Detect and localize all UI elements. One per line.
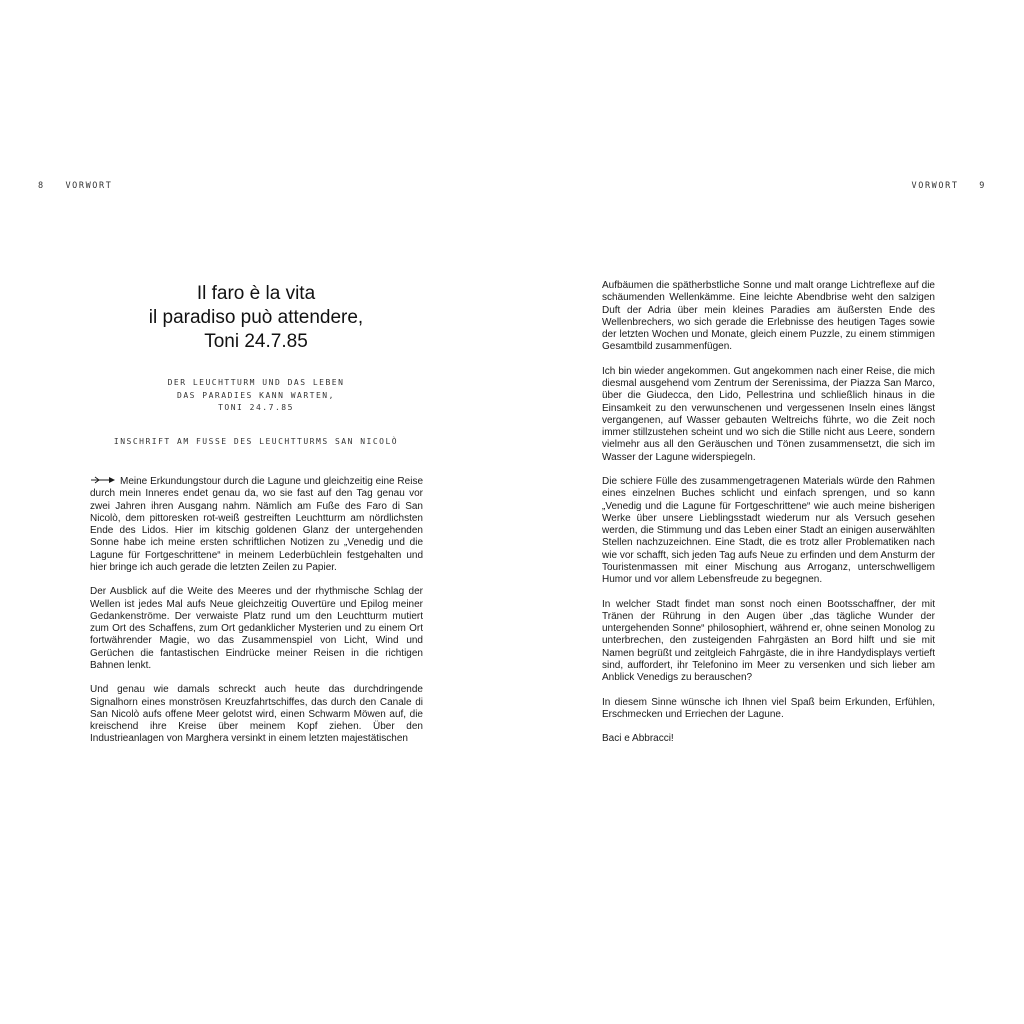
closing-line: Baci e Abbracci!: [602, 733, 674, 745]
translation-line: TONI 24.7.85: [218, 403, 294, 412]
body-paragraph: Die schiere Fülle des zusammengetragenen Materials würde den Rahmen eines einzelnen Buches schlicht und einfach sprengen, und so kann „Venedig und die Lagune für Fortgeschrittene“ wie auch meine bisherigen Werke über unsere Lieblingsstadt wiederum nur als Versuch gesehen werden, die Stimmung und das Leben einer Stadt an einigen auserwählten Stellen nachzuzeichnen. Eine Stadt, die es trotz aller Problematiken nach wie vor schafft, sich jeden Tag aufs Neue zu erfinden und dem Ansturm der Touristenmassen mit einer Mischung aus Arroganz, unterschwelligem Humor und vor allem Lebensfreude zu begegnen.: [602, 476, 935, 585]
section-title-left: VORWORT: [65, 181, 113, 191]
motto-line: il paradiso può attendere,: [148, 307, 364, 328]
body-paragraph: In diesem Sinne wünsche ich Ihnen viel Spaß beim Erkunden, Erfühlen, Erschmecken und Erriechen der Lagune.: [602, 696, 935, 720]
motto-line: Toni 24.7.85: [204, 331, 308, 352]
running-header-left: [38, 181, 112, 191]
translation-line: DER LEUCHTTURM UND DAS LEBEN: [167, 378, 345, 387]
left-page-body: [90, 476, 423, 746]
body-paragraph: Und genau wie damals schreckt auch heute das durchdringende Signalhorn eines monströsen Kreuzfahrtschiffes, das durch den Canale di San Nicolò aufs offene Meer gelotst wird, einen Schwarm Möwen auf, die kreischend ihre Kreise über meinem Kopf ziehen. Über den Industrieanlagen von Marghera versinkt in einem letzten majestätischen: [90, 684, 423, 745]
body-paragraph: Ich bin wieder angekommen. Gut angekommen nach einer Reise, die mich diesmal ausgehend vom Zentrum der Serenissima, der Piazza San Marco, über die Giudecca, den Lido, Pellestrina und schließlich hinaus in die Einsamkeit zu den verwunschenen und vergessenen Inseln eines längst vergangenen, auf Wasser gebauten Weltreichs führte, wo die Zeit noch immer stillzustehen scheint und wo sich die Stille nicht aus Leere, sondern vielmehr aus all den Geräuschen und Tönen zusammensetzt, die sich im Wasser der Lagune widerspiegeln.: [602, 365, 935, 463]
translation-line: DAS PARADIES KANN WARTEN,: [177, 390, 335, 400]
running-header-right: [912, 181, 986, 191]
body-paragraph: Der Ausblick auf die Weite des Meeres und der rhythmische Schlag der Wellen ist jedes Mal aufs Neue gleichzeitig Ouvertüre und Epilog meiner Gedankenströme. Der verwaiste Platz rund um den Leuchtturm mutiert zum Ort des Schaffens, zum Ort gedanklicher Mysterien und zu einem Ort fortwährender Magie, wo das Zusammenspiel von Licht, Wind und Gerüchen die fantastischen Eindrücke meiner Reisen in die richtigen Bahnen lenkt.: [90, 586, 423, 671]
body-paragraph: [90, 476, 423, 574]
page-number-left: 8: [38, 181, 45, 191]
arrow-icon: [90, 476, 116, 484]
inscription-credit: INSCHRIFT AM FUSSE DES LEUCHTTURMS SAN NICOLÒ: [113, 437, 399, 446]
page-number-right: 9: [979, 181, 986, 191]
paragraph-text: Meine Erkundungstour durch die Lagune und gleichzeitig eine Reise durch mein Inneres endet genau da, wo sie fast auf den Tag genau vor zwei Jahren ihren Ausgang nahm. Nämlich am Fuße des Faro di San Nicolò, dem pittoresken rot-weiß gestreiften Leuchtturm am nördlichsten Ende des Lidos. Hier im kitschig goldenen Glanz der untergehenden Sonne habe ich meine ersten schriftlichen Notizen zu „Venedig und die Lagune für Fortgeschrittene“ in meinem Lederbüchlein festgehalten und hier bringe ich auch gerade die letzten Zeilen zu Papier.: [90, 476, 423, 573]
motto-line: Il faro è la vita: [196, 283, 316, 304]
motto-translation: [90, 377, 422, 415]
body-paragraph: In welcher Stadt findet man sonst noch einen Bootsschaffner, der mit Tränen der Rührung in den Augen über „das tägliche Wunder der untergehenden Sonne“ philosophiert, während er, ohne seinen Monolog zu unterbrechen, den zusteigenden Fahrgästen an Bord hilft und sie mit Namen begrüßt und zeitgleich Fahrgäste, die in ihre Handydisplays vertieft sind, auffordert, ihr Telefonino im Meer zu versenken und sich lieber am Anblick Venedigs zu berauschen?: [602, 598, 935, 683]
right-page-body: [602, 280, 935, 758]
section-title-right: VORWORT: [911, 181, 959, 191]
motto-quote: [90, 282, 422, 354]
body-paragraph: Aufbäumen die spätherbstliche Sonne und malt orange Lichtreflexe auf die schäumenden Wellenkämme. Eine leichte Abendbrise weht den salzigen Duft der Adria über mein kleines Paradies am äußersten Ende des Wellenbrechers, wo sich gerade die Erlebnisse des heutigen Tages sowie der letzten Wochen und Monate, gleich einem Puzzle, zu einem stimmigen Gesamtbild zusammenfügen.: [602, 280, 935, 353]
